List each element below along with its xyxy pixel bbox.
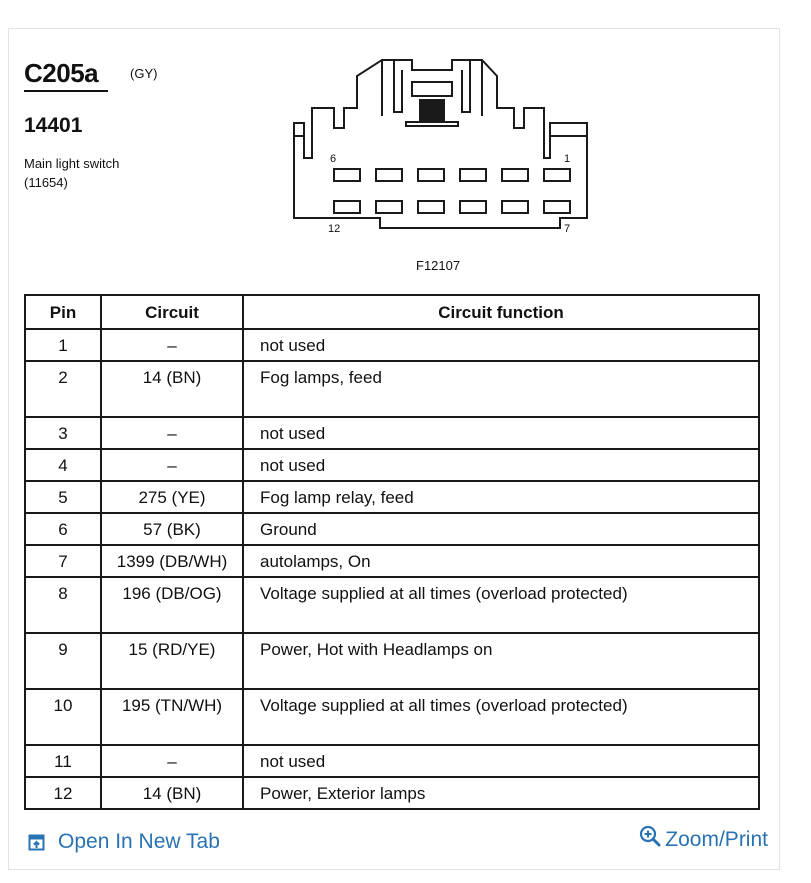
pin-label-1: 1 (564, 153, 571, 165)
pin-cell: 4 (25, 449, 101, 481)
circuit-cell: 1399 (DB/WH) (101, 545, 243, 577)
connector-id-underline (24, 90, 108, 92)
function-cell: not used (243, 417, 759, 449)
table-row (25, 361, 759, 417)
pin-cell: 8 (25, 577, 101, 633)
open-in-new-tab-link[interactable] (28, 830, 220, 854)
pin-cell: 11 (25, 745, 101, 777)
table-row (25, 513, 759, 545)
pin-cell: 7 (25, 545, 101, 577)
circuit-cell: 57 (BK) (101, 513, 243, 545)
table-row (25, 577, 759, 633)
connector-id: C205a (24, 58, 99, 88)
connector-color-code: (GY) (130, 66, 158, 81)
circuit-cell: – (101, 417, 243, 449)
circuit-cell: 14 (BN) (101, 777, 243, 809)
part-number: 14401 (24, 114, 83, 137)
function-cell: autolamps, On (243, 545, 759, 577)
table-row (25, 745, 759, 777)
upper-cavity-row (334, 169, 570, 181)
circuit-cell: – (101, 745, 243, 777)
function-cell: Fog lamp relay, feed (243, 481, 759, 513)
pin-cell: 1 (25, 329, 101, 361)
header-circuit-function: Circuit function (243, 295, 759, 329)
table-row (25, 633, 759, 689)
pin-label-12: 12 (328, 223, 341, 235)
zoom-in-icon (639, 825, 661, 847)
function-cell: Fog lamps, feed (243, 361, 759, 417)
table-row (25, 777, 759, 809)
pinout-table (24, 294, 760, 810)
connector-description (24, 154, 119, 192)
function-cell: Power, Exterior lamps (243, 777, 759, 809)
circuit-cell: 15 (RD/YE) (101, 633, 243, 689)
function-cell: Voltage supplied at all times (overload protected) (243, 689, 759, 745)
function-cell: Ground (243, 513, 759, 545)
pin-cell: 3 (25, 417, 101, 449)
table-row (25, 417, 759, 449)
header-circuit: Circuit (101, 295, 243, 329)
circuit-cell: – (101, 449, 243, 481)
table-row (25, 329, 759, 361)
figure-reference: F12107 (416, 258, 461, 273)
function-cell: Voltage supplied at all times (overload protected) (243, 577, 759, 633)
circuit-cell: 195 (TN/WH) (101, 689, 243, 745)
table-row (25, 481, 759, 513)
function-cell: Power, Hot with Headlamps on (243, 633, 759, 689)
function-cell: not used (243, 449, 759, 481)
circuit-cell: 14 (BN) (101, 361, 243, 417)
zoom-print-label: Zoom/Print (665, 828, 768, 851)
open-in-new-tab-icon (28, 834, 45, 851)
description-line-1: Main light switch (24, 156, 120, 171)
pin-cell: 6 (25, 513, 101, 545)
circuit-cell: – (101, 329, 243, 361)
pin-cell: 10 (25, 689, 101, 745)
image-toolbar (8, 820, 780, 870)
pin-cell: 9 (25, 633, 101, 689)
table-header-row (25, 295, 759, 329)
table-row (25, 689, 759, 745)
function-cell: not used (243, 745, 759, 777)
table-row (25, 449, 759, 481)
table-row (25, 545, 759, 577)
pin-cell: 2 (25, 361, 101, 417)
pin-cell: 5 (25, 481, 101, 513)
pin-label-6: 6 (330, 153, 337, 165)
header-pin: Pin (25, 295, 101, 329)
pin-label-7: 7 (564, 223, 571, 235)
circuit-cell: 275 (YE) (101, 481, 243, 513)
connector-document (14, 36, 774, 818)
function-cell: not used (243, 329, 759, 361)
zoom-print-link[interactable] (639, 828, 768, 852)
description-line-2: (11654) (24, 175, 68, 190)
lower-cavity-row (334, 201, 570, 213)
open-in-new-tab-label: Open In New Tab (58, 830, 220, 853)
connector-face-drawing (282, 56, 592, 246)
pin-cell: 12 (25, 777, 101, 809)
circuit-cell: 196 (DB/OG) (101, 577, 243, 633)
